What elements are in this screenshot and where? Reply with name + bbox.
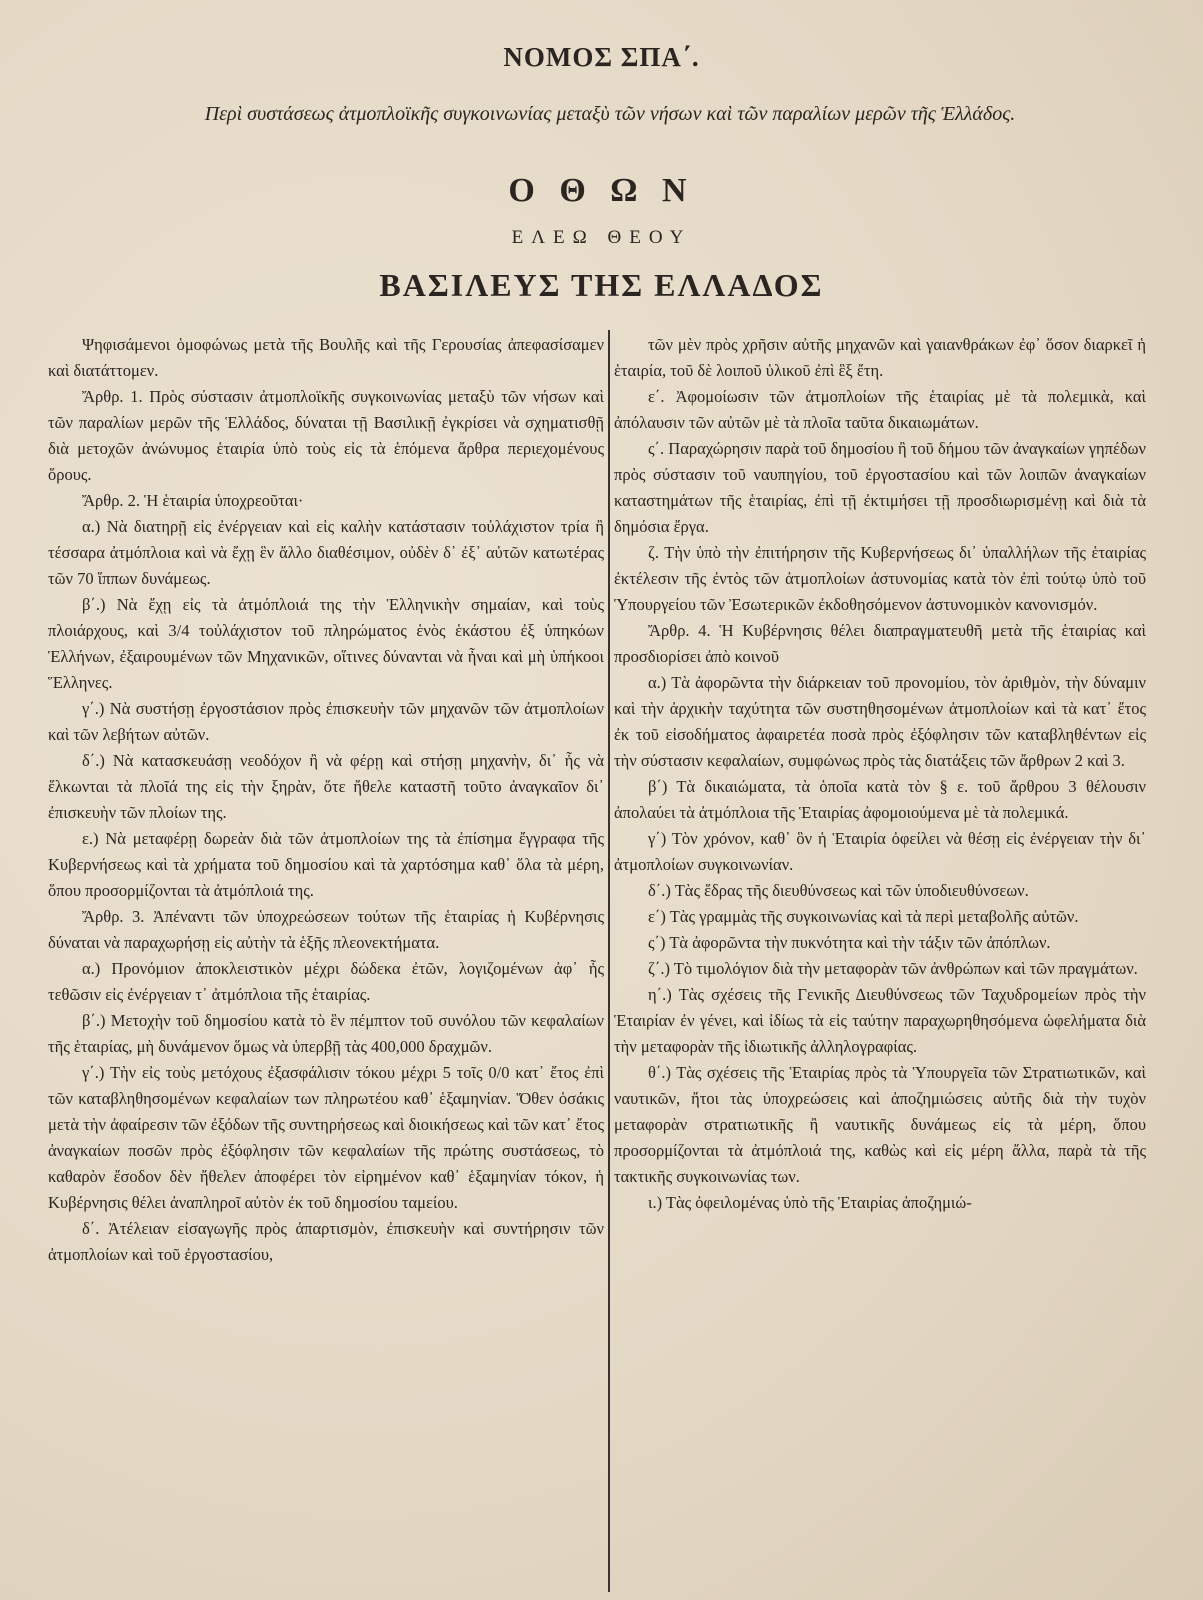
paragraph: τῶν μὲν πρὸς χρῆσιν αὐτῆς μηχανῶν καὶ γαιανθράκων ἐφ᾿ ὅσον διαρκεῖ ἡ ἑταιρία, τοῦ δὲ λοιποῦ ὑλικοῦ ἐπὶ ἓξ ἔτη. (614, 335, 1146, 380)
paragraph: α.) Προνόμιον ἀποκλειστικὸν μέχρι δώδεκα ἐτῶν, λογιζομένων ἀφ᾿ ἧς τεθῶσιν εἰς ἐνέργειαν τ᾿ ἀτμόπλοια τῆς ἑταιρίας. (48, 959, 604, 1004)
paragraph: ζ. Τὴν ὑπὸ τὴν ἐπιτήρησιν τῆς Κυβερνήσεως δι᾿ ὑπαλλήλων τῆς ἑταιρίας ἐκτέλεσιν τῆς ἐντὸς τῶν ἀτμοπλοίων ἀστυνομίας κατὰ τὸν ἐπὶ τούτῳ ὑπὸ τοῦ Ὑπουργείου τῶν Ἐσωτερικῶν ἐκδοθησόμενον ἀστυνομικὸν κανονισμόν. (614, 543, 1146, 614)
right-column (614, 332, 1146, 1594)
paragraph: α.) Νὰ διατηρῇ εἰς ἐνέργειαν καὶ εἰς καλὴν κατάστασιν τοὐλάχιστον τρία ἢ τέσσαρα ἀτμόπλοια καὶ νὰ ἔχῃ ἓν ἄλλο διαθέσιμον, οὐδὲν δ᾿ ἐξ᾿ αὐτῶν κατωτέρας τῶν 70 ἵππων δυνάμεως. (48, 517, 604, 588)
paragraph: δ΄. Ἀτέλειαν εἰσαγωγῆς πρὸς ἀπαρτισμὸν, ἐπισκευὴν καὶ συντήρησιν τῶν ἀτμοπλοίων καὶ τοῦ ἐργοστασίου, (48, 1219, 604, 1264)
law-subtitle: Περὶ συστάσεως ἀτμοπλοϊκῆς συγκοινωνίας μεταξὺ τῶν νήσων καὶ τῶν παραλίων μερῶν τῆς Ἑλλάδος. (204, 103, 1016, 125)
paragraph: Ἄρθρ. 4. Ἡ Κυβέρνησις θέλει διαπραγματευθῆ μετὰ τῆς ἑταιρίας καὶ προσδιορίσει ἀπὸ κοινοῦ (614, 621, 1146, 666)
king-of-greece: ΒΑΣΙΛΕΥΣ ΤΗΣ ΕΛΛΑΔΟΣ (379, 267, 824, 303)
paragraph: Ψηφισάμενοι ὁμοφώνως μετὰ τῆς Βουλῆς καὶ τῆς Γερουσίας ἀπεφασίσαμεν καὶ διατάττομεν. (48, 335, 604, 380)
king-name: Ο Θ Ω Ν (508, 172, 695, 209)
paragraph: γ΄.) Νὰ συστήσῃ ἐργοστάσιον πρὸς ἐπισκευὴν τῶν μηχανῶν τῶν ἀτμοπλοίων καὶ τῶν λεβήτων αὐτῶν. (48, 699, 604, 744)
paragraph: Ἄρθρ. 2. Ἡ ἑταιρία ὑποχρεοῦται· (82, 491, 304, 510)
paragraph: β΄.) Μετοχὴν τοῦ δημοσίου κατὰ τὸ ἓν πέμπτον τοῦ συνόλου τῶν κεφαλαίων τῆς ἑταιρίας, μὴ δυνάμενον ὅμως νὰ ὑπερβῇ τὰς 400,000 δραχμῶν. (48, 1011, 604, 1056)
paragraph: Ἄρθρ. 1. Πρὸς σύστασιν ἀτμοπλοϊκῆς συγκοινωνίας μεταξὺ τῶν νήσων καὶ τῶν παραλίων μερῶν τῆς Ἑλλάδος, δύναται τῇ Βασιλικῇ ἐγκρίσει νὰ σχηματισθῇ διὰ μετοχῶν ἀνώνυμος ἑταιρία ὑπὸ τοὺς εἰς τὰ ἑπόμενα ἄρθρα περιεχομένους ὅρους. (48, 387, 604, 484)
paragraph: ε.) Νὰ μεταφέρῃ δωρεὰν διὰ τῶν ἀτμοπλοίων της τὰ ἐπίσημα ἔγγραφα τῆς Κυβερνήσεως καὶ τὰ χρήματα τοῦ δημοσίου καὶ τὰ χαρτόσημα καθ᾿ ὅλα τὰ μέρη, ὅπου προσορμίζονται τὰ ἀτμόπλοιά της. (48, 829, 604, 900)
paragraph: β΄) Τὰ δικαιώματα, τὰ ὁποῖα κατὰ τὸν § ε. τοῦ ἄρθρου 3 θέλουσιν ἀπολαύει τὰ ἀτμόπλοια τῆς Ἑταιρίας ἀφομοιούμενα μὲ τὰ πολεμικά. (614, 777, 1146, 822)
paragraph: γ΄) Τὸν χρόνον, καθ᾿ ὃν ἡ Ἑταιρία ὀφείλει νὰ θέσῃ εἰς ἐνέργειαν τὴν δι᾿ ἀτμοπλοίων συγκοινωνίαν. (614, 829, 1146, 874)
paragraph: ι.) Τὰς ὀφειλομένας ὑπὸ τῆς Ἑταιρίας ἀποζημιώ- (648, 1193, 972, 1212)
paragraph: ζ΄.) Τὸ τιμολόγιον διὰ τὴν μεταφορὰν τῶν ἀνθρώπων καὶ τῶν πραγμάτων. (648, 959, 1138, 978)
paragraph: ς΄. Παραχώρησιν παρὰ τοῦ δημοσίου ἢ τοῦ δήμου τῶν ἀναγκαίων γηπέδων πρὸς σύστασιν τοῦ ναυπηγίου, τοῦ ἐργοστασίου καὶ τῶν λοιπῶν ἀναγκαίων καταστημάτων τῆς ἑταιρίας, ἐπὶ τῇ ἐκτιμήσει τῇ προσδιωρισμένῃ καὶ διὰ τὰ δημόσια ἔργα. (614, 439, 1146, 536)
paragraph: Ἄρθρ. 3. Ἀπέναντι τῶν ὑποχρεώσεων τούτων τῆς ἑταιρίας ἡ Κυβέρνησις δύναται νὰ παραχωρήσῃ εἰς αὐτὴν τὰ ἑξῆς πλεονεκτήματα. (48, 907, 604, 952)
paragraph: θ΄.) Τὰς σχέσεις τῆς Ἑταιρίας πρὸς τὰ Ὑπουργεῖα τῶν Στρατιωτικῶν, καὶ ναυτικῶν, ἤτοι τὰς ὑποχρεώσεις καὶ ἀποζημιώσεις αὐτῆς διὰ τὴν τυχὸν μεταφορὰν στρατιωτικῆς ἢ ναυτικῆς δυνάμεως εἰς τὰ μέρη, ὅπου προσορμίζονται τὰ ἀτμόπλοιά της, καθὼς καὶ εἰς μέρη ἄλλα, παρὰ τὰ τῆς τακτικῆς συγκοινωνίας των. (614, 1063, 1146, 1186)
column-divider (608, 330, 610, 1592)
paragraph: ε΄) Τὰς γραμμὰς τῆς συγκοινωνίας καὶ τὰ περὶ μεταβολῆς αὐτῶν. (648, 907, 1079, 926)
paragraph: β΄.) Νὰ ἔχῃ εἰς τὰ ἀτμόπλοιά της τὴν Ἑλληνικὴν σημαίαν, καὶ τοὺς πλοιάρχους, καὶ 3/4 τοὐλάχιστον τοῦ πληρώματος ἑνὸς ἑκάστου ἐξ ὑπηκόων Ἑλλήνων, ἐξαιρουμένων τῶν Μηχανικῶν, οἵτινες δύνανται νὰ ἦναι καὶ μὴ ὑπήκοοι Ἕλληνες. (48, 595, 604, 692)
paragraph: ς΄) Τὰ ἀφορῶντα τὴν πυκνότητα καὶ τὴν τάξιν τῶν ἀπόπλων. (648, 933, 1051, 952)
grace-of-god: ΕΛΕΩ ΘΕΟΥ (511, 227, 692, 248)
paragraph: α.) Τὰ ἀφορῶντα τὴν διάρκειαν τοῦ προνομίου, τὸν ἀριθμὸν, τὴν δύναμιν καὶ τὴν ἀρχικὴν ταχύτητα τῶν συστηθησομένων ἀτμοπλοίων καὶ τὰ κατ᾿ ἔτος ἐκ τοῦ εἰσοδήματος ἀφαιρετέα ποσὰ πρὸς ἐξόφλησιν τῶν καταβληθέντων εἰς τὴν σύστασιν κεφαλαίων, συμφώνως πρὸς τὰς διατάξεις τῶν ἄρθρων 2 καὶ 3. (614, 673, 1146, 770)
paragraph: γ΄.) Τὴν εἰς τοὺς μετόχους ἐξασφάλισιν τόκου μέχρι 5 τοῖς 0/0 κατ᾿ ἔτος ἐπὶ τῶν καταβληθησομένων κεφαλαίων των πληρωτέου καθ᾿ ἑξαμηνίαν. Ὅθεν ὁσάκις μετὰ τὴν ἀφαίρεσιν τῶν ἐξόδων τῆς συντηρήσεως καὶ διοικήσεως καὶ τῶν κατ᾿ ἔτος ἀναγκαίων ποσῶν πρὸς ἐξόφλησιν τῶν κεφαλαίων τῆς πρώτης συστάσεως, τὸ καθαρὸν ἔσοδον δὲν ἤθελεν ἀποφέρει τὸν εἰρημένον καθ᾿ ἑξαμηνίαν τόκον, ἡ Κυβέρνησις θέλει ἀναπληροῖ αὐτὸν ἐκ τοῦ δημοσίου ταμείου. (48, 1063, 604, 1212)
law-title: ΝΟΜΟΣ ΣΠΑ΄. (503, 42, 700, 72)
left-column (48, 332, 604, 1594)
paragraph: η΄.) Τὰς σχέσεις τῆς Γενικῆς Διευθύνσεως τῶν Ταχυδρομείων πρὸς τὴν Ἑταιρίαν ἐν γένει, καὶ ἰδίως τὰ εἰς ταύτην παραχωρηθησόμενα ὠφελήματα διὰ τὴν μεταφορὰν τῆς ἰδιωτικῆς ἀλληλογραφίας. (614, 985, 1146, 1056)
paragraph: ε΄. Ἀφομοίωσιν τῶν ἀτμοπλοίων τῆς ἑταιρίας μὲ τὰ πολεμικὰ, καὶ ἀπόλαυσιν τῶν αὐτῶν μὲ τὰ πλοῖα ταῦτα δικαιωμάτων. (614, 387, 1146, 432)
paragraph: δ΄.) Τὰς ἕδρας τῆς διευθύνσεως καὶ τῶν ὑποδιευθύνσεων. (648, 881, 1029, 900)
paragraph: δ΄.) Νὰ κατασκευάσῃ νεοδόχον ἢ νὰ φέρῃ καὶ στήσῃ μηχανὴν, δι᾿ ἧς νὰ ἕλκωνται τὰ πλοῖά της εἰς τὴν ξηρὰν, ὅτε ἤθελε καταστῆ τοῦτο ἀναγκαῖον δι᾿ ἐπισκευὴν τῶν πλοίων της. (48, 751, 604, 822)
